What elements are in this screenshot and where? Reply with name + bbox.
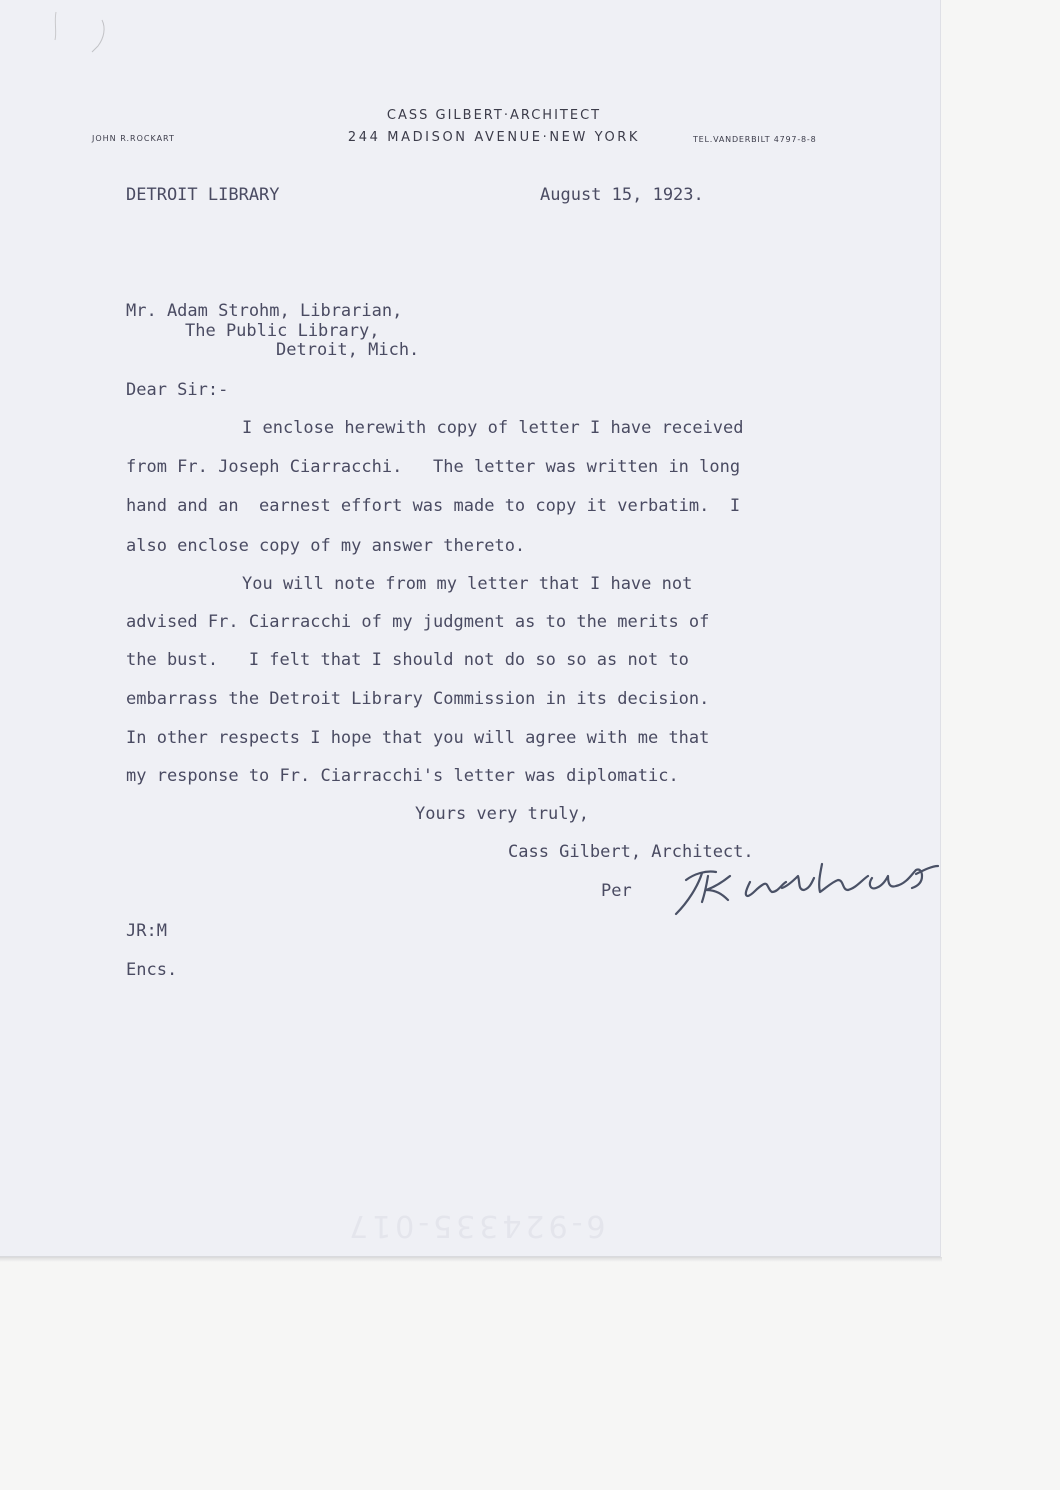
body-line: hand and an earnest effort was made to copy it verbatim. I — [126, 496, 741, 516]
salutation: Dear Sir:- — [126, 380, 229, 400]
page-edge-shadow — [0, 1257, 942, 1262]
body-line: You will note from my letter that I have not — [242, 574, 693, 594]
letter-date: August 15, 1923. — [540, 185, 704, 205]
complimentary-close: Yours very truly, — [415, 804, 589, 824]
letterhead-firm: CASS GILBERT·ARCHITECT — [386, 108, 602, 123]
enclosures-note: Encs. — [126, 960, 178, 980]
pencil-mark — [48, 8, 118, 58]
per-label: Per — [601, 881, 632, 901]
signature-firm: Cass Gilbert, Architect. — [508, 842, 754, 862]
body-line: advised Fr. Ciarracchi of my judgment as to the merits of — [126, 612, 710, 632]
reference-initials: JR:M — [126, 921, 167, 941]
recipient-line-2: The Public Library, — [185, 321, 380, 341]
body-line: my response to Fr. Ciarracchi's letter was diplomatic. — [126, 766, 679, 786]
body-line: In other respects I hope that you will agree with me that — [126, 728, 710, 748]
bleed-through-number: 6-924335-017 — [345, 1208, 606, 1243]
letterhead-left-name: JOHN R.ROCKART — [92, 134, 175, 143]
recipient-line-3: Detroit, Mich. — [276, 340, 420, 360]
letterhead-telephone: TEL.VANDERBILT 4797-8-8 — [693, 135, 817, 144]
body-line: the bust. I felt that I should not do so so as not to — [126, 650, 689, 670]
body-line: also enclose copy of my answer thereto. — [126, 536, 526, 556]
recipient-line-1: Mr. Adam Strohm, Librarian, — [126, 301, 403, 321]
handwritten-signature — [672, 858, 942, 920]
letterhead-address: 244 MADISON AVENUE·NEW YORK — [347, 130, 641, 145]
body-line: embarrass the Detroit Library Commission in its decision. — [126, 689, 710, 709]
body-line: from Fr. Joseph Ciarracchi. The letter was written in long — [126, 457, 741, 477]
subject-line: DETROIT LIBRARY — [126, 185, 280, 205]
body-line: I enclose herewith copy of letter I have received — [242, 418, 744, 438]
